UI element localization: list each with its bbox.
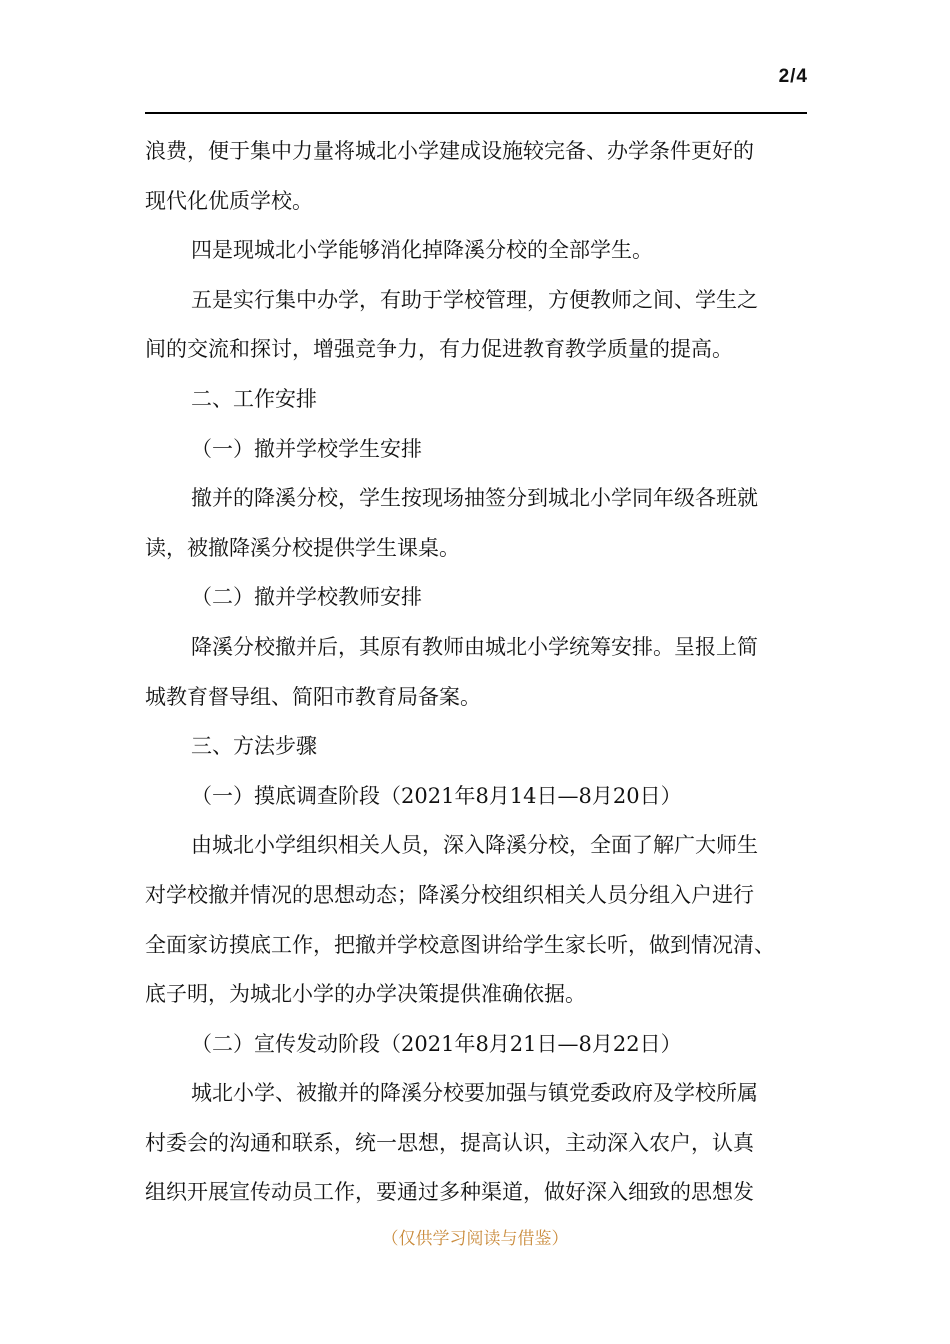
paragraph-line: 全面家访摸底工作，把撤并学校意图讲给学生家长听，做到情况清、 bbox=[145, 932, 775, 957]
paragraph-line: 底子明，为城北小学的办学决策提供准确依据。 bbox=[145, 982, 586, 1007]
paragraph-line: 由城北小学组织相关人员，深入降溪分校，全面了解广大师生 bbox=[191, 833, 758, 858]
subsection-heading: （一）摸底调查阶段（2021年8月14日—8月20日） bbox=[191, 783, 682, 808]
paragraph-line: 撤并的降溪分校，学生按现场抽签分到城北小学同年级各班就 bbox=[191, 486, 758, 511]
paragraph-line: 现代化优质学校。 bbox=[145, 188, 313, 213]
paragraph-line: 组织开展宣传动员工作，要通过多种渠道，做好深入细致的思想发 bbox=[145, 1180, 754, 1205]
paragraph-line: 城北小学、被撤并的降溪分校要加强与镇党委政府及学校所属 bbox=[191, 1081, 758, 1106]
page-number: 2/4 bbox=[778, 66, 808, 87]
header-rule bbox=[145, 112, 807, 114]
document-body bbox=[145, 127, 809, 1218]
subsection-heading: （二）宣传发动阶段（2021年8月21日—8月22日） bbox=[191, 1031, 682, 1056]
paragraph-line: 五是实行集中办学，有助于学校管理，方便教师之间、学生之 bbox=[191, 287, 758, 312]
paragraph-line: 村委会的沟通和联系，统一思想，提高认识，主动深入农户，认真 bbox=[145, 1130, 754, 1155]
footer-note: （仅供学习阅读与借鉴） bbox=[381, 1229, 569, 1249]
section-heading: 二、工作安排 bbox=[191, 386, 317, 411]
paragraph-line: 四是现城北小学能够消化掉降溪分校的全部学生。 bbox=[191, 238, 653, 263]
section-heading: 三、方法步骤 bbox=[191, 734, 317, 759]
paragraph-line: 读，被撤降溪分校提供学生课桌。 bbox=[145, 535, 460, 560]
paragraph-line: 降溪分校撤并后，其原有教师由城北小学统筹安排。呈报上简 bbox=[191, 634, 758, 659]
paragraph-line: 城教育督导组、简阳市教育局备案。 bbox=[145, 684, 481, 709]
subsection-heading: （一）撤并学校学生安排 bbox=[191, 436, 422, 461]
paragraph-line: 浪费，便于集中力量将城北小学建成设施较完备、办学条件更好的 bbox=[145, 139, 754, 163]
paragraph-line: 间的交流和探讨，增强竞争力，有力促进教育教学质量的提高。 bbox=[145, 337, 733, 362]
subsection-heading: （二）撤并学校教师安排 bbox=[191, 585, 422, 610]
paragraph-line: 对学校撤并情况的思想动态；降溪分校组织相关人员分组入户进行 bbox=[145, 882, 754, 907]
